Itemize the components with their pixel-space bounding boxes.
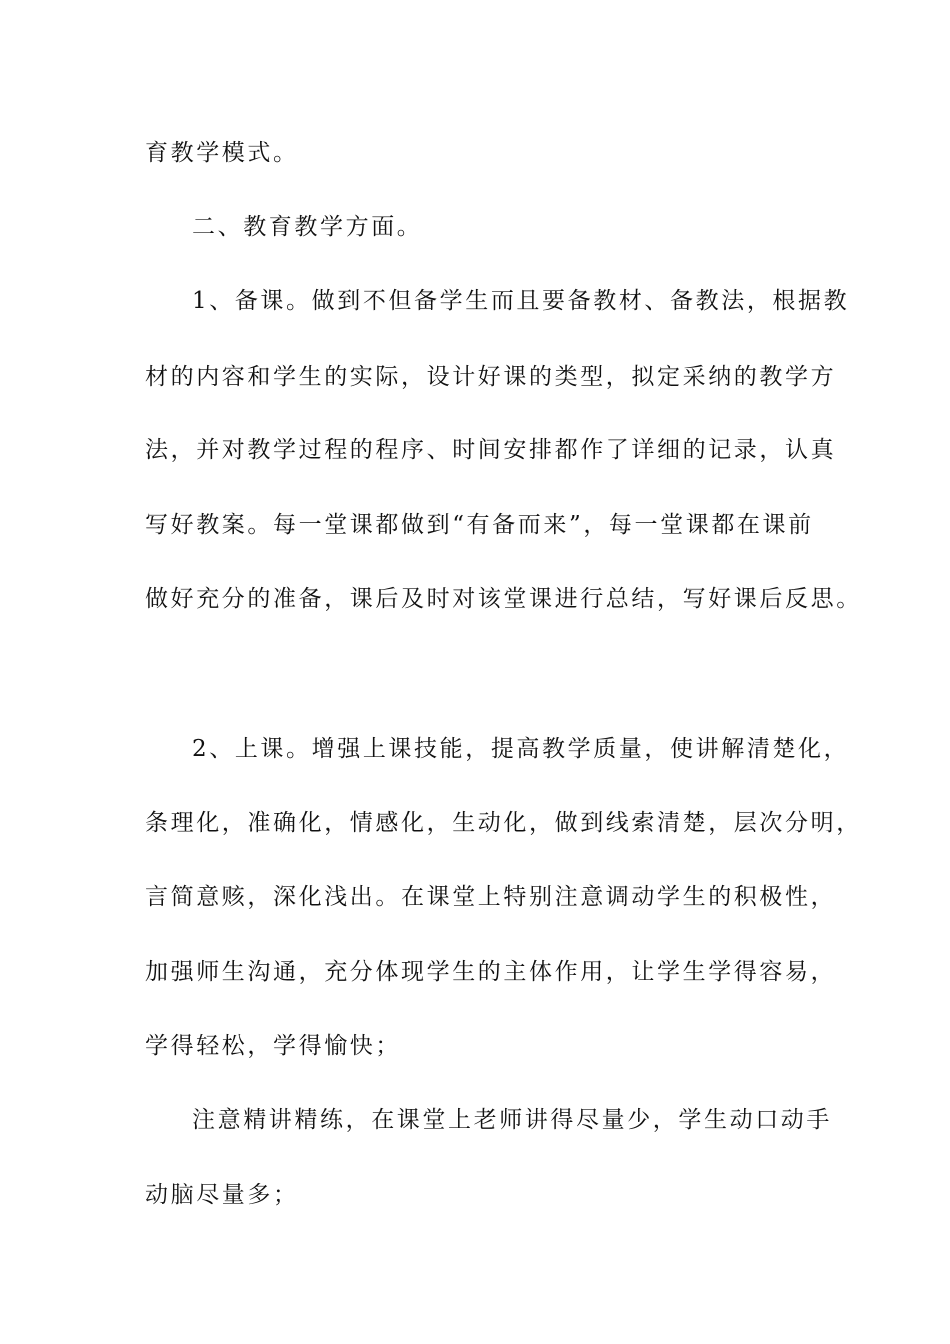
text-line: 育教学模式。 — [145, 140, 299, 166]
text-line: 动脑尽量多； — [145, 1182, 299, 1208]
text-line: 材的内容和学生的实际，设计好课的类型，拟定采纳的教学方 — [145, 364, 837, 390]
text-line: 学得轻松，学得愉快； — [145, 1033, 401, 1059]
section-heading: 二、教育教学方面。 — [192, 214, 423, 240]
text-line: 做好充分的准备，课后及时对该堂课进行总结，写好课后反思。 — [145, 586, 862, 612]
text-line: 加强师生沟通，充分体现学生的主体作用，让学生学得容易， — [145, 959, 837, 985]
text-line: 条理化，准确化，情感化，生动化，做到线索清楚，层次分明， — [145, 810, 862, 836]
text-line: 法，并对教学过程的程序、时间安排都作了详细的记录，认真 — [145, 437, 837, 463]
text-line: 写好教案。每一堂课都做到“有备而来”，每一堂课都在课前 — [145, 512, 814, 538]
text-line: 注意精讲精练，在课堂上老师讲得尽量少，学生动口动手 — [192, 1107, 832, 1133]
text-line: 言简意赅，深化浅出。在课堂上特别注意调动学生的积极性， — [145, 884, 837, 910]
text-line: 2、上课。增强上课技能，提高教学质量，使讲解清楚化， — [192, 736, 850, 762]
text-line: 1、备课。做到不但备学生而且要备教材、备教法，根据教 — [192, 288, 850, 314]
